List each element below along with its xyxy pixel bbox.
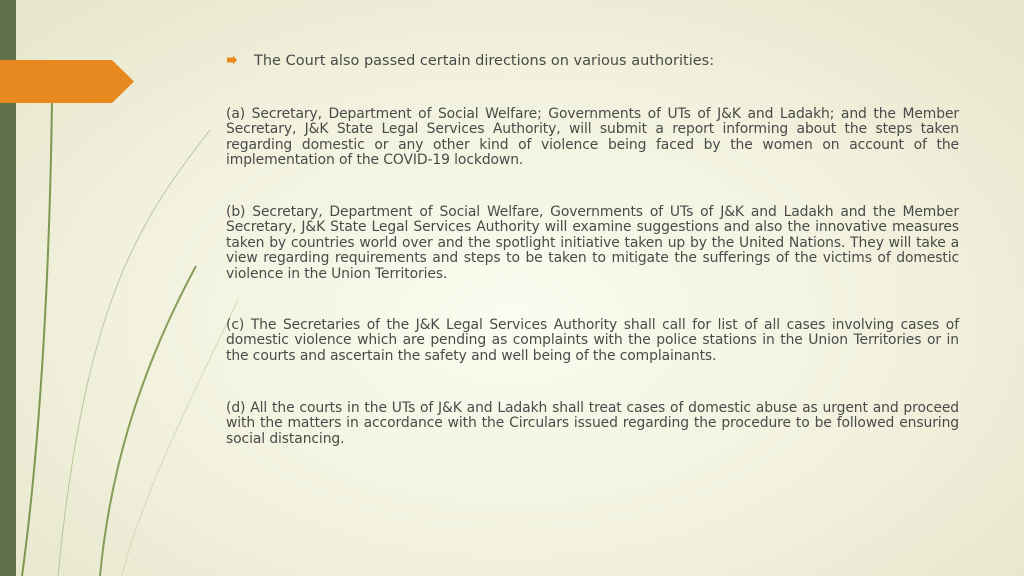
- arrow-right-bullet-icon: [226, 54, 238, 66]
- direction-a: (a) Secretary, Department of Social Welfare; Governments of UTs of J&K and Ladakh; and the Member Secretary, J&K State Legal Services Authority, will submit a report informing about the steps taken regarding domestic or any other kind of violence being faced by the women on account of the implementation of the COVID-19 lockdown.: [226, 106, 959, 169]
- orange-accent-tab: [0, 60, 134, 103]
- direction-b: (b) Secretary, Department of Social Welfare, Governments of UTs of J&K and Ladakh and the Member Secretary, J&K State Legal Services Authority will examine suggestions and also the innovative measures taken by countries world over and the spotlight initiative taken up by the United Nations. They will take a view regarding requirements and steps to be taken to mitigate the sufferings of the victims of domestic violence in the Union Territories.: [226, 204, 959, 282]
- direction-d: (d) All the courts in the UTs of J&K and Ladakh shall treat cases of domestic abuse as urgent and proceed with the matters in accordance with the Circulars issued regarding the procedure to be followed ensuring social distancing.: [226, 400, 959, 447]
- direction-c: (c) The Secretaries of the J&K Legal Services Authority shall call for list of all cases involving cases of domestic violence which are pending as complaints with the police stations in the Union Territories or in the courts and ascertain the safety and well being of the complainants.: [226, 317, 959, 364]
- intro-text: The Court also passed certain directions on various authorities:: [254, 53, 715, 69]
